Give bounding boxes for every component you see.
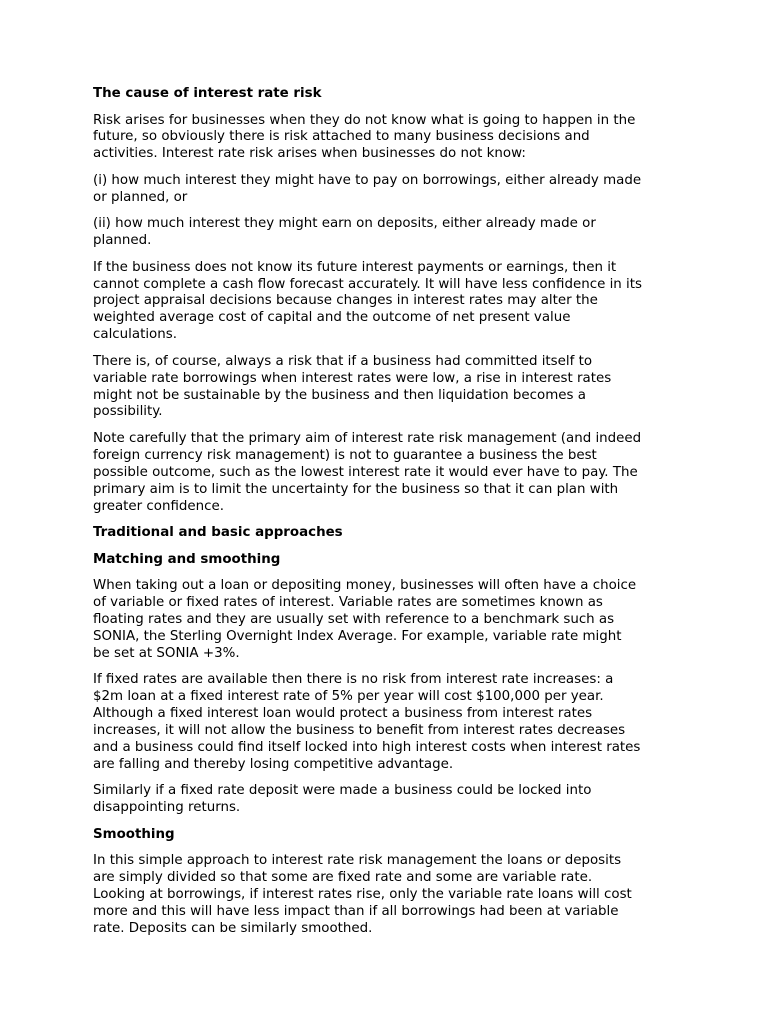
paragraph-variable-or-fixed-rates: When taking out a loan or depositing money, businesses will often have a choice of variable or fixed rates of interest. Variable rates are sometimes known as floating rates and they are usually set with reference to a benchmark such as SONIA, the Sterling Overnight Index Average. For example, variable rate might be set at SONIA +3%. [93, 578, 637, 661]
paragraph-smoothing-approach: In this simple approach to interest rate risk management the loans or deposits are simply divided so that some are fixed rate and some are variable rate. Looking at borrowings, if interest rates rise, only the variable rate loans will cost more and this will have less impact than if all borrowings had been at variable rate. Deposits can be similarly smoothed. [93, 853, 632, 936]
paragraph-primary-aim: Note carefully that the primary aim of interest rate risk management (and indeed foreign currency risk management) is not to guarantee a business the best possible outcome, such as the lowest interest rate it would ever have to pay. The primary aim is to limit the uncertainty for the business so that it can plan with greater confidence. [93, 430, 642, 514]
paragraph-borrowings-item: (i) how much interest they might have to pay on borrowings, either already made or planned, or [93, 172, 642, 205]
heading-matching-and-smoothing: Matching and smoothing [93, 551, 281, 567]
heading-cause-of-interest-rate-risk: The cause of interest rate risk [93, 86, 322, 101]
paragraph-cash-flow-forecast: If the business does not know its future interest payments or earnings, then it cannot complete a cash flow forecast accurately. It will have less confidence in its project appraisal decisions because changes in interest rates may alter the weighted average cost of capital and the outcome of net present value calculations. [93, 259, 642, 343]
paragraph-liquidation-risk: There is, of course, always a risk that if a business had committed itself to variable rate borrowings when interest rates were low, a rise in interest rates might not be sustainable by the business and then liquidation becomes a possibility. [93, 353, 612, 420]
paragraph-fixed-rates: If fixed rates are available then there is no risk from interest rate increases: a $2m loan at a fixed interest rate of 5% per year will cost $100,000 per year. Although a fixed interest loan would protect a business from interest rates increases, it will not allow the business to benefit from interest rates decreases and a business could find itself locked into high interest costs when interest rates are falling and thereby losing competitive advantage. [93, 672, 641, 772]
heading-traditional-approaches: Traditional and basic approaches [93, 525, 343, 541]
heading-smoothing: Smoothing [93, 826, 175, 842]
paragraph-fixed-rate-deposit: Similarly if a fixed rate deposit were made a business could be locked into disappointing returns. [93, 783, 592, 816]
paragraph-risk-arises: Risk arises for businesses when they do not know what is going to happen in the future, so obviously there is risk attached to many business decisions and activities. Interest rate risk arises when businesses do not know: [93, 112, 636, 162]
paragraph-deposits-item: (ii) how much interest they might earn on deposits, either already made or planned. [93, 216, 596, 249]
document-page [93, 86, 683, 947]
